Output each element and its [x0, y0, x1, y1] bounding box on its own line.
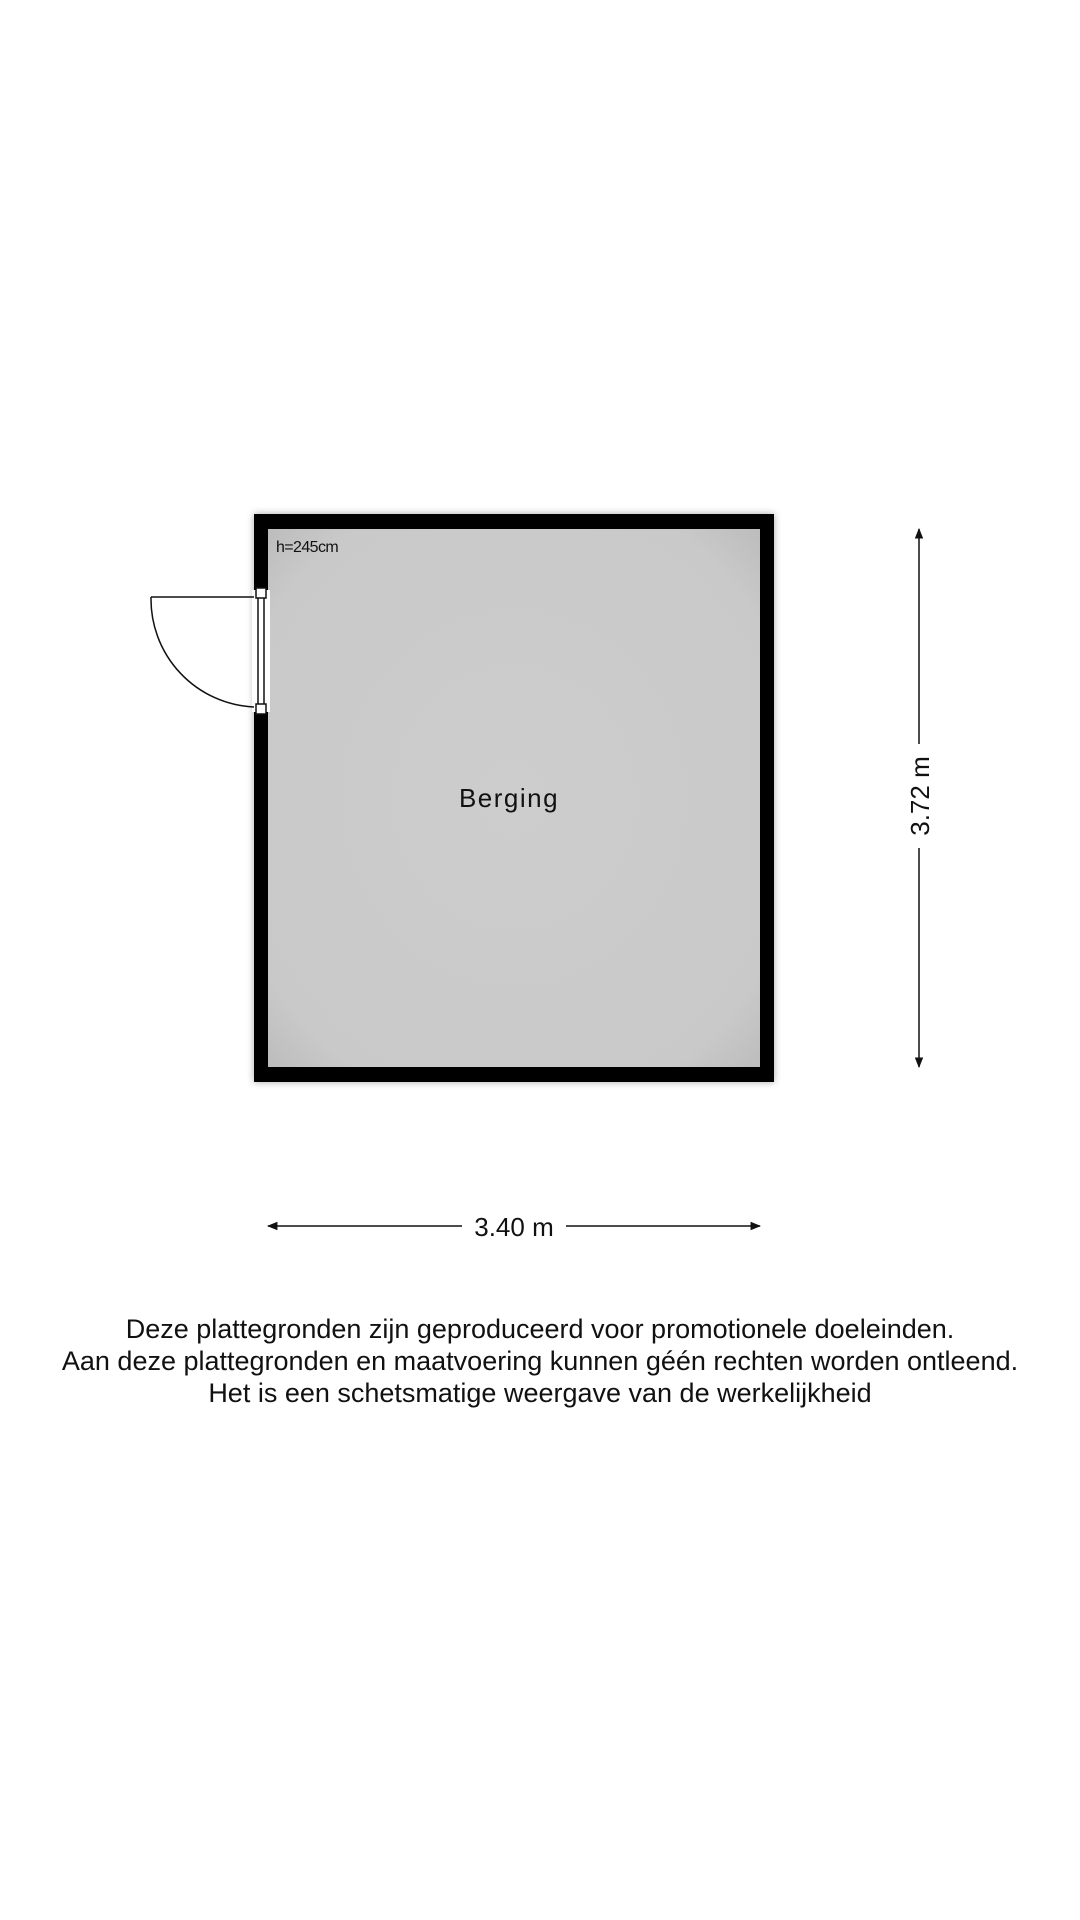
- width-dimension-label: 3.40 m: [474, 1212, 554, 1242]
- width-dimension: [268, 1212, 760, 1242]
- disclaimer-line-1: Deze plattegronden zijn geproduceerd voor promotionele doeleinden.: [125, 1314, 955, 1344]
- door: [151, 588, 270, 714]
- ceiling-height-label: h=245cm: [276, 539, 339, 556]
- disclaimer-line-3: Het is een schetsmatige weergave van de werkelijkheid: [208, 1378, 872, 1408]
- depth-dimension-label: 3.72 m: [905, 756, 935, 836]
- disclaimer-line-2: Aan deze plattegronden en maatvoering kunnen géén rechten worden ontleend.: [61, 1346, 1019, 1376]
- door-swing-arc: [151, 597, 254, 707]
- depth-dimension: [905, 529, 935, 1067]
- room-name-label: Berging: [458, 783, 560, 813]
- disclaimer: [0, 1313, 1080, 1409]
